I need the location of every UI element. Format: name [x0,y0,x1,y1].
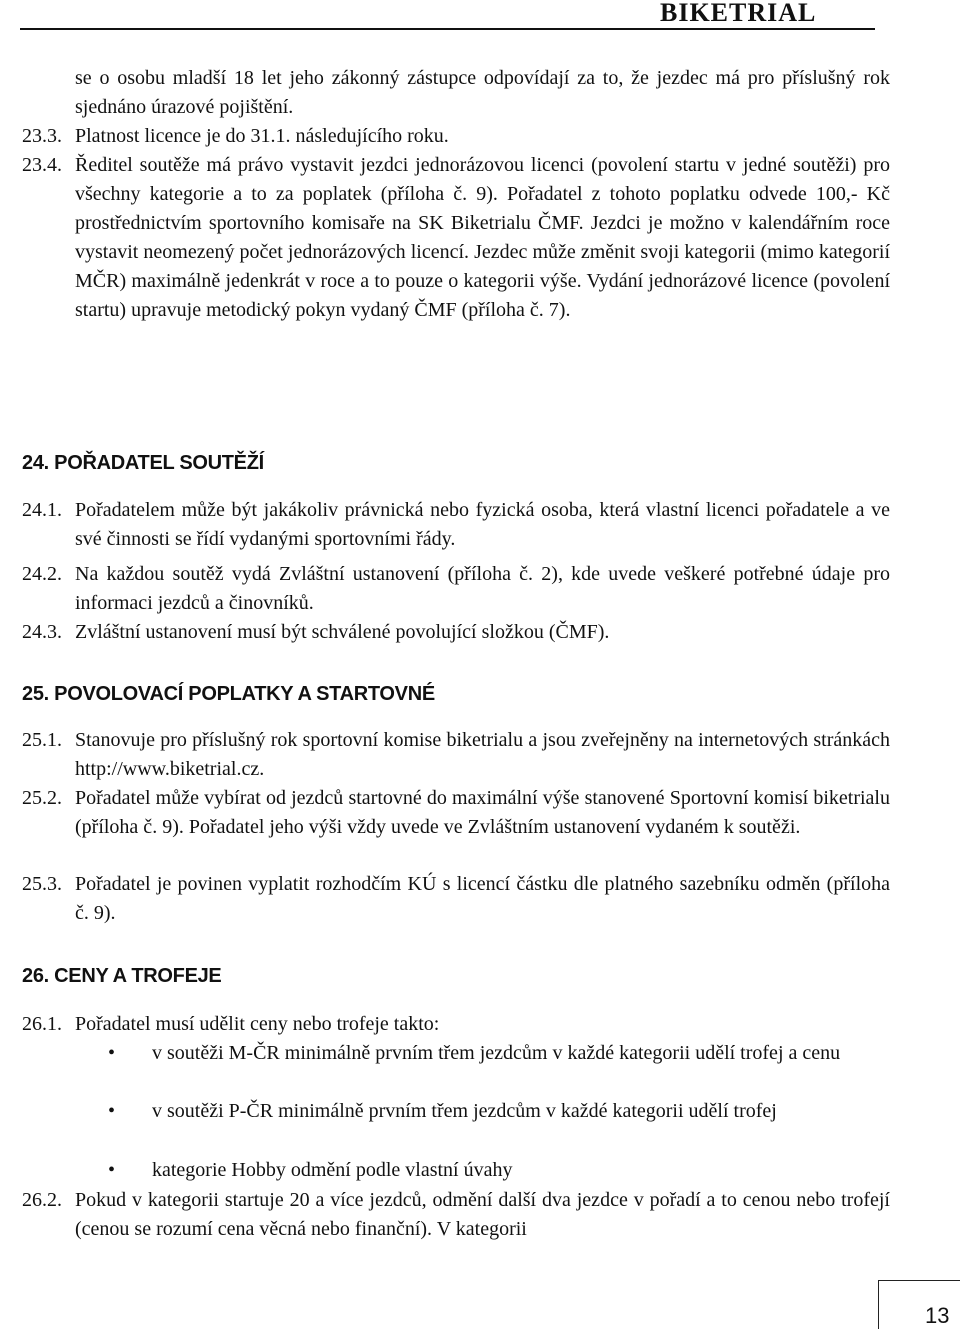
item-number-23-4: 23.4. [22,154,62,176]
section-heading-26: 26. CENY A TROFEJE [22,965,222,987]
bullet-marker: • [108,1159,116,1181]
item-text-24-2: Na každou soutěž vydá Zvláštní ustanovení (příloha č. 2), kde uvede veškeré potřebné údaje pro informaci jezdců a činovníků. [75,563,890,614]
item-text-25-3: Pořadatel je povinen vyplatit rozhodčím KÚ s licencí částku dle platného sazebníku odměn (příloha č. 9). [75,873,890,924]
item-text-23-3: Platnost licence je do 31.1. následujícího roku. [75,125,449,147]
bullet-marker: • [108,1100,116,1122]
header-rule [20,28,875,30]
section-heading-24: 24. POŘADATEL SOUTĚŽÍ [22,452,264,474]
item-text-24-3: Zvláštní ustanovení musí být schválené povolující složkou (ČMF). [75,621,610,643]
item-number-25-1: 25.1. [22,729,62,751]
item-number-24-2: 24.2. [22,563,62,585]
page-number: 13 [925,1303,950,1328]
item-text-25-1: Stanovuje pro příslušný rok sportovní komise biketrialu a jsou zveřejněny na internetových stránkách http://www.biketrial.cz. [75,729,890,780]
item-number-24-3: 24.3. [22,621,62,643]
bullet-marker: • [108,1042,116,1064]
document-header-title: BIKETRIAL [660,0,817,27]
item-text-23-4: Ředitel soutěže má právo vystavit jezdci jednorázovou licenci (povolení startu v jedné soutěži) pro všechny kategorie a to za poplatek (příloha č. 9). Pořadatel z tohoto poplatku odvede 100,- Kč prostřednictvím sportovního komisaře na SK Biketrialu ČMF. Jezdci je možno v kalendářním roce vystavit neomezený počet jednorázových licencí. Jezdec může změnit svoji kategorii (mimo kategorií MČR) maximálně jedenkrát v roce a to pouze o kategorii výše. Vydání jednorázové licence (povolení startu) upravuje metodický pokyn vydaný ČMF (příloha č. 7). [75,154,890,321]
item-number-23-3: 23.3. [22,125,62,147]
item-number-24-1: 24.1. [22,499,62,521]
item-text-26-1: Pořadatel musí udělit ceny nebo trofeje takto: [75,1013,440,1035]
item-number-26-1: 26.1. [22,1013,62,1035]
list-item: v soutěži P-ČR minimálně prvním třem jezdcům v každé kategorii udělí trofej [152,1100,777,1122]
item-number-25-3: 25.3. [22,873,62,895]
intro-paragraph: se o osobu mladší 18 let jeho zákonný zástupce odpovídají za to, že jezdec má pro příslušný rok sjednáno úrazové pojištění. [75,67,890,118]
list-item: v soutěži M-ČR minimálně prvním třem jezdcům v každé kategorii udělí trofej a cenu [152,1042,841,1064]
section-heading-25: 25. POVOLOVACÍ POPLATKY A STARTOVNÉ [22,683,435,705]
item-number-25-2: 25.2. [22,787,62,809]
list-item: kategorie Hobby odmění podle vlastní úvahy [152,1159,513,1181]
item-number-26-2: 26.2. [22,1189,62,1211]
item-text-24-1: Pořadatelem může být jakákoliv právnická nebo fyzická osoba, která vlastní licenci pořadatele a ve své činnosti se řídí vydanými sportovními řády. [75,499,890,550]
item-text-25-2: Pořadatel může vybírat od jezdců startovné do maximální výše stanovené Sportovní komisí biketrialu (příloha č. 9). Pořadatel jeho výši vždy uvede ve Zvláštním ustanovení vydaném k soutěži. [75,787,890,838]
item-text-26-2: Pokud v kategorii startuje 20 a více jezdců, odmění další dva jezdce v pořadí a to cenou nebo trofejí (cenou se rozumí cena věcná nebo finanční). V kategorii [75,1189,890,1240]
